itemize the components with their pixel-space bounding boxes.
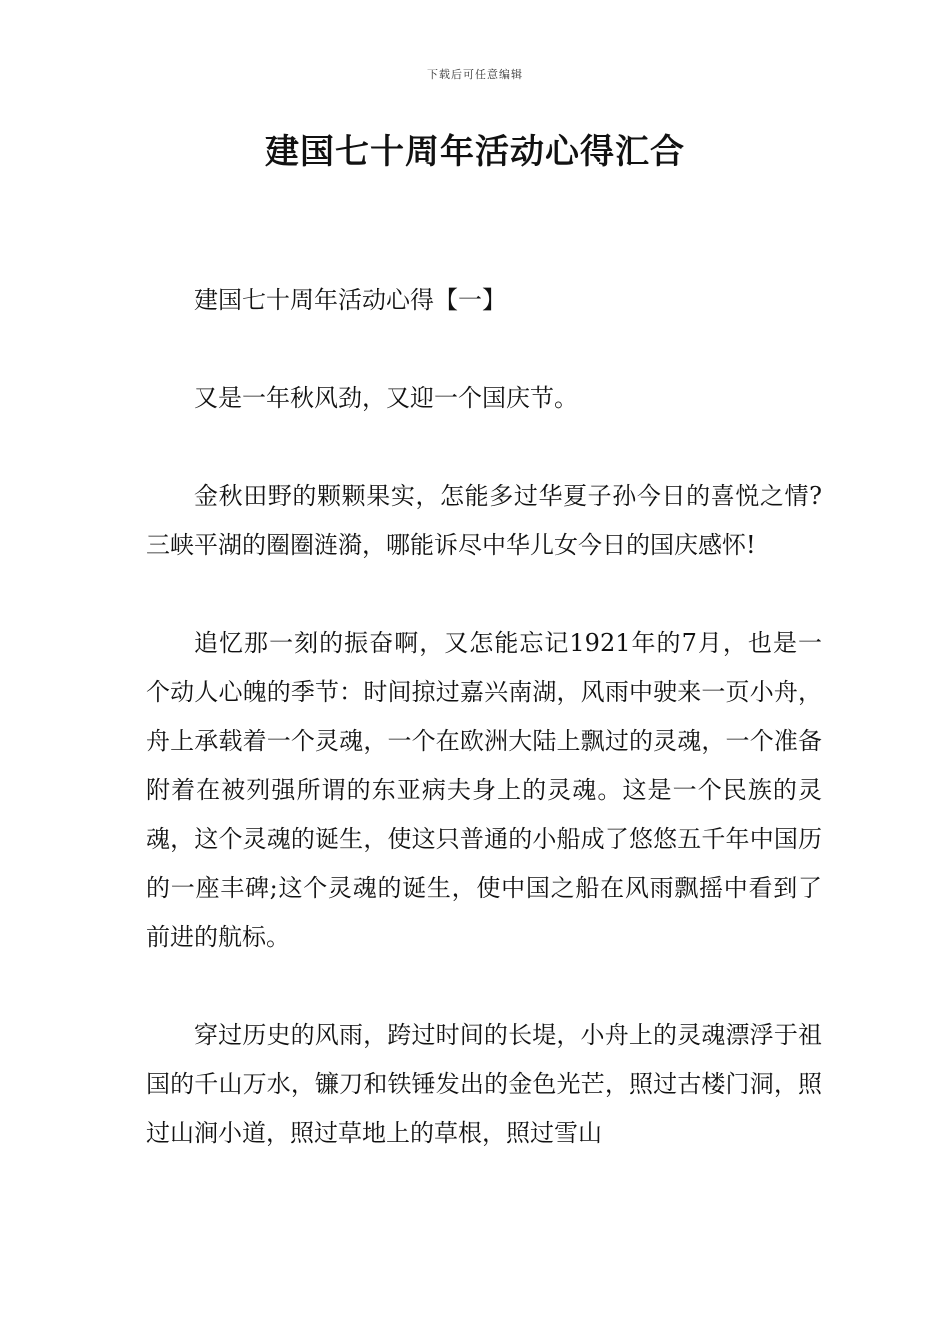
header-note: 下载后可任意编辑: [427, 68, 523, 81]
document-body: [146, 276, 822, 1207]
paragraph: 又是一年秋风劲，又迎一个国庆节。: [194, 384, 578, 412]
paragraph: 穿过历史的风雨，跨过时间的长堤，小舟上的灵魂漂浮于祖国的千山万水，镰刀和铁锤发出的金色光芒，照过古楼门洞，照过山涧小道，照过草地上的草根，照过雪山: [146, 1021, 822, 1147]
paragraph: 金秋田野的颗颗果实，怎能多过华夏子孙今日的喜悦之情?三峡平湖的圈圈涟漪，哪能诉尽中华儿女今日的国庆感怀!: [146, 482, 822, 559]
document-title: 建国七十周年活动心得汇合: [265, 132, 685, 172]
section-heading: 建国七十周年活动心得【一】: [194, 286, 506, 314]
paragraph: 追忆那一刻的振奋啊，又怎能忘记1921年的7月，也是一个动人心魄的季节：时间掠过嘉兴南湖，风雨中驶来一页小舟，舟上承载着一个灵魂，一个在欧洲大陆上飘过的灵魂，一个准备附着在被列强所谓的东亚病夫身上的灵魂。这是一个民族的灵魂，这个灵魂的诞生，使这只普通的小船成了悠悠五千年中国历的一座丰碑;这个灵魂的诞生，使中国之船在风雨飘摇中看到了前进的航标。: [146, 629, 822, 951]
